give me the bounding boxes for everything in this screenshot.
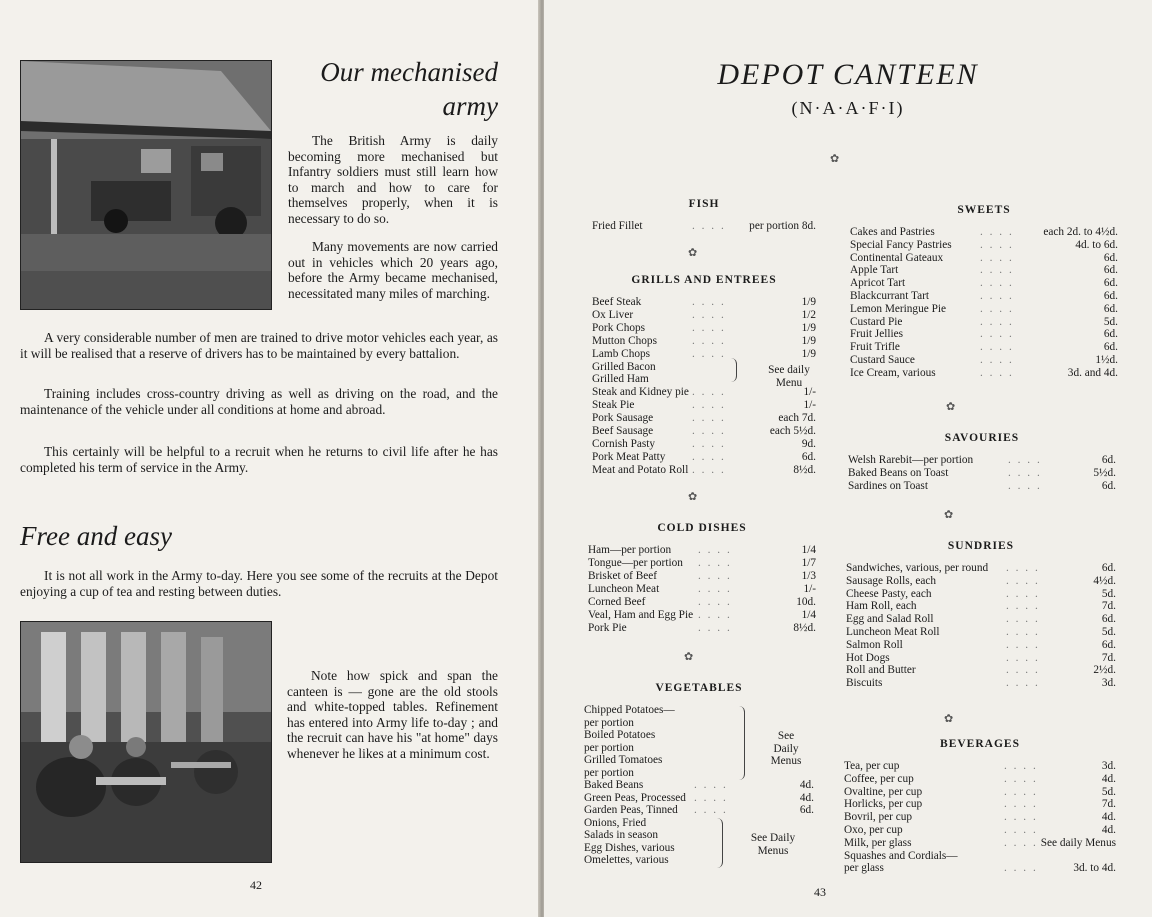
- leader-dots: . . . .: [698, 557, 732, 569]
- menu-item: [592, 348, 816, 361]
- canteen-recruits-illustration: [21, 622, 271, 862]
- menu-item-price: 6d.: [1101, 613, 1116, 626]
- vegetables-brace-icon: [738, 706, 745, 780]
- leader-dots: . . . .: [692, 220, 726, 232]
- heading-mechanised-line2: army: [442, 91, 498, 121]
- menu-item: [592, 451, 816, 464]
- section-heading-fish: FISH: [688, 198, 720, 210]
- menu-item-price: 1/-: [803, 583, 816, 595]
- leader-dots: . . . .: [1006, 677, 1040, 690]
- menu-item-price: 1/4: [801, 544, 816, 556]
- left-page: [0, 0, 540, 917]
- leader-dots: . . . .: [1006, 626, 1040, 638]
- leader-dots: . . . .: [980, 251, 1014, 264]
- leader-dots: . . . .: [698, 609, 732, 621]
- menu-item-name: Milk, per glass: [844, 836, 912, 849]
- menu-item: [592, 425, 816, 438]
- leader-dots: . . . .: [980, 290, 1014, 302]
- leader-dots: . . . .: [692, 308, 726, 321]
- menu-item: [850, 277, 1118, 290]
- menu-item-name: Luncheon Meat Roll: [846, 626, 940, 638]
- menu-item-price: 1/2: [801, 308, 816, 321]
- paragraph-training: Training includes cross-country driving as well as driving on the road, and the maintenance of the vehicle under all conditions at home and abroad.: [20, 386, 498, 417]
- section-heading-sweets: SWEETS: [957, 204, 1011, 216]
- menu-item: [584, 779, 814, 792]
- grills-daily-menu-note: See daily Menu: [768, 364, 810, 389]
- leader-dots: . . . .: [694, 791, 728, 804]
- menu-item-name: Cornish Pasty: [592, 437, 656, 450]
- menu-item-price: 5d.: [1103, 315, 1118, 328]
- leader-dots: . . . .: [1008, 454, 1042, 466]
- menu-item-name: Tea, per cup: [844, 760, 900, 772]
- menu-item-name: Garden Peas, Tinned: [584, 804, 678, 816]
- leader-dots: . . . .: [1004, 760, 1038, 772]
- menu-item-name: Oxo, per cup: [844, 824, 903, 836]
- menu-item-price: 1/3: [801, 570, 816, 582]
- grills-brace-icon: [730, 358, 737, 382]
- ornament-icon: ✿: [830, 153, 840, 165]
- menu-item: [850, 341, 1118, 354]
- menu-item: [844, 773, 1116, 786]
- vegetables-brace-2-icon: [716, 818, 723, 868]
- menu-item-price: 8½d.: [793, 463, 816, 476]
- menu-item-name: Ox Liver: [592, 308, 634, 321]
- leader-dots: . . . .: [692, 450, 726, 463]
- menu-item-name: per portion: [584, 716, 634, 729]
- menu-item: [850, 239, 1118, 252]
- menu-item-name: Salads in season: [584, 829, 659, 841]
- menu-item-name: Baked Beans: [584, 779, 644, 791]
- menu-item-name: Mutton Chops: [592, 334, 657, 347]
- menu-item-name: Egg Dishes, various: [584, 841, 675, 854]
- leader-dots: . . . .: [1004, 836, 1038, 849]
- menu-item-price: 6d.: [1103, 341, 1118, 354]
- leader-dots: . . . .: [1004, 824, 1038, 836]
- leader-dots: . . . .: [980, 341, 1014, 354]
- garage-vehicles-illustration: [21, 61, 271, 309]
- menu-item: [588, 622, 816, 635]
- menu-item: [584, 817, 814, 830]
- menu-item: [588, 570, 816, 583]
- menu-item-name: Squashes and Cordials—: [844, 849, 958, 862]
- menu-item: [850, 226, 1118, 239]
- menu-item-name: Brisket of Beef: [588, 570, 658, 582]
- menu-item-price: 3d. to 4d.: [1073, 862, 1116, 875]
- menu-item-name: Fruit Jellies: [850, 328, 904, 341]
- vegetables-daily-menus-note: See Daily Menus: [770, 730, 802, 767]
- section-heading-beverages: BEVERAGES: [940, 738, 1020, 750]
- menu-item: [850, 290, 1118, 303]
- leader-dots: . . . .: [980, 354, 1014, 366]
- menu-item: [846, 626, 1116, 639]
- menu-item-price: 7d.: [1101, 798, 1116, 811]
- menu-item-price: 1/7: [801, 557, 816, 569]
- leader-dots: . . . .: [692, 437, 726, 450]
- paragraph-not-all-work: It is not all work in the Army to-day. Here you see some of the recruits at the Depot enjoying a cup of tea and resting between duties.: [20, 568, 498, 599]
- menu-item: [846, 588, 1116, 601]
- menu-item-price: 9d.: [801, 437, 816, 450]
- section-heading-cold: COLD DISHES: [657, 522, 747, 534]
- ornament-icon: ✿: [688, 247, 698, 259]
- leader-dots: . . . .: [1006, 600, 1040, 613]
- menu-item-name: Cheese Pasty, each: [846, 587, 932, 600]
- menu-item-price: 4d. to 6d.: [1075, 238, 1118, 251]
- menu-item: [592, 296, 816, 309]
- right-page: [544, 0, 1152, 917]
- menu-item-name: Baked Beans on Toast: [848, 466, 949, 479]
- menu-item: [844, 837, 1116, 850]
- menu-item: [584, 717, 814, 730]
- menu-item-price: 6d.: [1103, 264, 1118, 277]
- page-number-right: 43: [814, 885, 826, 899]
- menu-item-name: per glass: [844, 862, 884, 875]
- menu-item-name: Boiled Potatoes: [584, 729, 656, 741]
- leader-dots: . . . .: [1006, 613, 1040, 626]
- menu-item-price: 4½d.: [1093, 574, 1116, 587]
- menu-item-price: 4d.: [799, 791, 814, 804]
- page-number-left: 42: [250, 878, 262, 892]
- leader-dots: . . . .: [1006, 587, 1040, 600]
- menu-item-name: Horlicks, per cup: [844, 798, 923, 811]
- menu-item: [848, 467, 1116, 480]
- section-heading-vegetables: VEGETABLES: [655, 682, 743, 694]
- leader-dots: . . . .: [1004, 785, 1038, 798]
- menu-item-price: 4d.: [1101, 811, 1116, 824]
- menu-item: [850, 252, 1118, 265]
- menu-item-name: Fruit Trifle: [850, 341, 900, 354]
- menu-item-price: 1/4: [801, 609, 816, 621]
- vegetables-daily-menus-note-2: See Daily Menus: [750, 832, 796, 857]
- ornament-icon: ✿: [688, 491, 698, 503]
- garage-vehicles-photo: [20, 60, 272, 310]
- menu-item: [850, 367, 1118, 380]
- menu-item-name: Salmon Roll: [846, 638, 903, 651]
- menu-item: [850, 354, 1118, 367]
- menu-item: [592, 322, 816, 335]
- menu-item-price: 1/9: [801, 321, 816, 334]
- menu-item: [844, 862, 1116, 875]
- leader-dots: . . . .: [980, 226, 1014, 238]
- menu-item: [844, 850, 1116, 863]
- menu-item: [846, 639, 1116, 652]
- menu-item-name: Omelettes, various: [584, 854, 669, 866]
- menu-item-price: 6d.: [1101, 562, 1116, 574]
- menu-item: [584, 804, 814, 817]
- menu-item-price: 5d.: [1101, 785, 1116, 798]
- menu-item-name: Roll and Butter: [846, 664, 916, 677]
- menu-item: [588, 583, 816, 596]
- leader-dots: . . . .: [980, 238, 1014, 251]
- menu-item-price: each 5½d.: [769, 425, 816, 437]
- menu-item: [588, 596, 816, 609]
- menu-item-price: 6d.: [1103, 302, 1118, 315]
- leader-dots: . . . .: [1004, 798, 1038, 811]
- leader-dots: . . . .: [692, 321, 726, 334]
- heading-mechanised-line1: Our mechanised: [320, 57, 498, 87]
- leader-dots: . . . .: [980, 328, 1014, 341]
- menu-item: [844, 786, 1116, 799]
- leader-dots: . . . .: [692, 334, 726, 347]
- menu-item-name: Beef Sausage: [592, 425, 654, 437]
- menu-item-price: 6d.: [799, 804, 814, 816]
- menu-item-price: 6d.: [801, 450, 816, 463]
- menu-item-name: Chipped Potatoes—: [584, 704, 675, 716]
- menu-item: [846, 575, 1116, 588]
- leader-dots: . . . .: [1006, 638, 1040, 651]
- paragraph-recruit: This certainly will be helpful to a recruit when he returns to civil life after he has completed his term of service in the Army.: [20, 444, 498, 475]
- paragraph-mechanised-1: The British Army is daily becoming more mechanised but Infantry soldiers must still learn how to march and how to care for themselves properly, when it is necessary to do so.: [288, 133, 498, 226]
- menu-item: [584, 704, 814, 717]
- menu-item: [844, 760, 1116, 773]
- menu-item: [592, 464, 816, 477]
- menu-item-name: Custard Sauce: [850, 354, 915, 366]
- menu-item-name: Tongue—per portion: [588, 557, 683, 569]
- leader-dots: . . . .: [692, 463, 726, 476]
- menu-item-name: Hot Dogs: [846, 651, 890, 664]
- menu-item: [844, 824, 1116, 837]
- menu-item: [592, 220, 816, 233]
- leader-dots: . . . .: [692, 386, 726, 399]
- menu-title: DEPOT CANTEEN: [717, 58, 979, 91]
- leader-dots: . . . .: [980, 315, 1014, 328]
- menu-item-price: 5d.: [1101, 626, 1116, 638]
- menu-item-name: Ice Cream, various: [850, 366, 936, 379]
- menu-item-name: Pork Meat Patty: [592, 450, 666, 463]
- leader-dots: . . . .: [1004, 772, 1038, 785]
- menu-item: [846, 664, 1116, 677]
- menu-item-name: per portion: [584, 741, 634, 754]
- menu-item-name: Apricot Tart: [850, 277, 906, 290]
- leader-dots: . . . .: [1006, 651, 1040, 664]
- menu-item-name: Sardines on Toast: [848, 479, 928, 492]
- menu-item-price: 4d.: [799, 779, 814, 791]
- menu-item-price: 1½d.: [1095, 354, 1118, 366]
- menu-item-name: Grilled Bacon: [592, 360, 656, 373]
- menu-item-name: Egg and Salad Roll: [846, 613, 934, 626]
- menu-item-name: Continental Gateaux: [850, 251, 944, 264]
- menu-item-price: 1/9: [801, 296, 816, 308]
- ornament-icon: ✿: [684, 651, 694, 663]
- menu-item-name: Meat and Potato Roll: [592, 463, 689, 476]
- leader-dots: . . . .: [692, 347, 726, 360]
- menu-item-name: Onions, Fried: [584, 816, 647, 829]
- section-heading-savouries: SAVOURIES: [944, 432, 1020, 444]
- menu-item: [850, 328, 1118, 341]
- menu-item-name: Grilled Ham: [592, 373, 649, 386]
- leader-dots: . . . .: [698, 544, 732, 556]
- menu-item-price: 7d.: [1101, 651, 1116, 664]
- menu-item-price: 8½d.: [793, 622, 816, 634]
- paragraph-drivers: A very considerable number of men are trained to drive motor vehicles each year, as it will be realised that a reserve of drivers has to be maintained by every battalion.: [20, 330, 498, 361]
- menu-item-price: 5d.: [1101, 587, 1116, 600]
- menu-item-name: Apple Tart: [850, 264, 899, 277]
- menu-item: [848, 454, 1116, 467]
- menu-item: [844, 811, 1116, 824]
- leader-dots: . . . .: [1004, 811, 1038, 824]
- leader-dots: . . . .: [692, 296, 726, 308]
- leader-dots: . . . .: [1006, 574, 1040, 587]
- menu-item-price: 1/9: [801, 334, 816, 347]
- menu-item-name: Welsh Rarebit—per portion: [848, 454, 974, 466]
- ornament-icon: ✿: [946, 401, 956, 413]
- ornament-icon: ✿: [944, 509, 954, 521]
- menu-item-name: Blackcurrant Tart: [850, 290, 929, 302]
- menu-item-name: Biscuits: [846, 677, 883, 690]
- menu-item-price: 5½d.: [1093, 466, 1116, 479]
- menu-item-price: each 7d.: [778, 412, 816, 425]
- menu-item: [850, 316, 1118, 329]
- menu-item-name: Bovril, per cup: [844, 811, 913, 824]
- leader-dots: . . . .: [1008, 479, 1042, 492]
- leader-dots: . . . .: [1008, 466, 1042, 479]
- menu-item-price: 3d.: [1101, 760, 1116, 772]
- menu-item: [846, 600, 1116, 613]
- heading-free-and-easy: Free and easy: [20, 521, 172, 551]
- menu-item-name: Veal, Ham and Egg Pie: [588, 609, 694, 621]
- menu-item-name: Sandwiches, various, per round: [846, 562, 989, 574]
- menu-item-name: Pork Sausage: [592, 412, 654, 425]
- menu-item-price: per portion 8d.: [749, 220, 816, 232]
- menu-item-name: Beef Steak: [592, 296, 642, 308]
- menu-item-price: 6d.: [1103, 328, 1118, 341]
- menu-item-name: Green Peas, Processed: [584, 791, 686, 804]
- menu-item: [592, 438, 816, 451]
- menu-item-price: 6d.: [1101, 638, 1116, 651]
- menu-item-name: Coffee, per cup: [844, 772, 914, 785]
- menu-item-price: 1/-: [803, 386, 816, 399]
- menu-item: [588, 544, 816, 557]
- menu-item-price: 7d.: [1101, 600, 1116, 613]
- menu-item-price: 3d.: [1101, 677, 1116, 690]
- menu-item-price: 2½d.: [1093, 664, 1116, 677]
- menu-item-name: Ovaltine, per cup: [844, 785, 923, 798]
- section-heading-sundries: SUNDRIES: [947, 540, 1015, 552]
- menu-item: [848, 480, 1116, 493]
- menu-subtitle: (N·A·A·F·I): [791, 98, 905, 118]
- menu-item-name: Steak and Kidney pie: [592, 386, 689, 399]
- menu-item-name: Luncheon Meat: [588, 583, 660, 595]
- menu-item: [846, 652, 1116, 665]
- menu-item: [588, 609, 816, 622]
- menu-item-price: See daily Menus: [1040, 836, 1116, 849]
- menu-item: [850, 264, 1118, 277]
- leader-dots: . . . .: [698, 596, 732, 608]
- menu-item-name: Grilled Tomatoes: [584, 754, 663, 766]
- leader-dots: . . . .: [694, 804, 728, 816]
- menu-item: [592, 309, 816, 322]
- menu-item: [592, 412, 816, 425]
- menu-item-name: Pork Chops: [592, 321, 646, 334]
- paragraph-mechanised-2: Many movements are now carried out in vehicles which 20 years ago, before the Army became mechanised, necessitated many miles of marching.: [288, 239, 498, 301]
- leader-dots: . . . .: [1004, 862, 1038, 875]
- menu-item-price: 6d.: [1101, 454, 1116, 466]
- menu-item: [588, 557, 816, 570]
- menu-item-name: Sausage Rolls, each: [846, 574, 937, 587]
- menu-item-price: 10d.: [796, 596, 816, 608]
- menu-item-name: Corned Beef: [588, 596, 646, 608]
- menu-item-price: 1/9: [801, 347, 816, 360]
- menu-item: [846, 677, 1116, 690]
- paragraph-spick-and-span: Note how spick and span the canteen is — gone are the old stools and white-topped tables. Refinement has entered into Army life to-day ; and the recruit can have his "at home" days whenever he likes at a minimum cost.: [287, 668, 498, 761]
- leader-dots: . . . .: [1006, 664, 1040, 677]
- menu-item-name: Custard Pie: [850, 315, 903, 328]
- canteen-photo: [20, 621, 272, 863]
- menu-item-name: Steak Pie: [592, 399, 635, 412]
- menu-item-price: each 2d. to 4½d.: [1043, 226, 1118, 238]
- menu-item: [584, 767, 814, 780]
- leader-dots: . . . .: [694, 779, 728, 791]
- menu-item-price: 6d.: [1101, 479, 1116, 492]
- leader-dots: . . . .: [692, 425, 726, 437]
- menu-item-name: Lemon Meringue Pie: [850, 302, 947, 315]
- menu-item-price: 6d.: [1103, 277, 1118, 290]
- menu-item-name: Cakes and Pastries: [850, 226, 935, 238]
- menu-item: [846, 613, 1116, 626]
- leader-dots: . . . .: [692, 399, 726, 412]
- menu-item: [584, 792, 814, 805]
- menu-item-price: 6d.: [1103, 251, 1118, 264]
- menu-item-price: 3d. and 4d.: [1067, 366, 1118, 379]
- leader-dots: . . . .: [692, 412, 726, 425]
- menu-item-name: Ham—per portion: [588, 544, 672, 556]
- menu-item-price: 4d.: [1101, 772, 1116, 785]
- menu-item-name: Special Fancy Pastries: [850, 238, 952, 251]
- leader-dots: . . . .: [698, 583, 732, 595]
- leader-dots: . . . .: [980, 264, 1014, 277]
- leader-dots: . . . .: [980, 366, 1014, 379]
- section-heading-grills: GRILLS AND ENTREES: [631, 274, 777, 286]
- menu-item-price: 6d.: [1103, 290, 1118, 302]
- menu-item: [850, 303, 1118, 316]
- menu-item-name: Fried Fillet: [592, 220, 643, 232]
- menu-item: [844, 798, 1116, 811]
- menu-item: [592, 399, 816, 412]
- menu-item-price: 1/-: [803, 399, 816, 412]
- menu-item-name: per portion: [584, 766, 634, 779]
- menu-item-name: Lamb Chops: [592, 347, 651, 360]
- leader-dots: . . . .: [980, 277, 1014, 290]
- menu-item: [846, 562, 1116, 575]
- menu-item: [592, 335, 816, 348]
- leader-dots: . . . .: [1006, 562, 1040, 574]
- leader-dots: . . . .: [698, 570, 732, 582]
- ornament-icon: ✿: [944, 713, 954, 725]
- menu-item-price: 4d.: [1101, 824, 1116, 836]
- menu-item-name: Ham Roll, each: [846, 600, 917, 613]
- menu-item-name: Pork Pie: [588, 622, 627, 634]
- leader-dots: . . . .: [980, 302, 1014, 315]
- leader-dots: . . . .: [698, 622, 732, 634]
